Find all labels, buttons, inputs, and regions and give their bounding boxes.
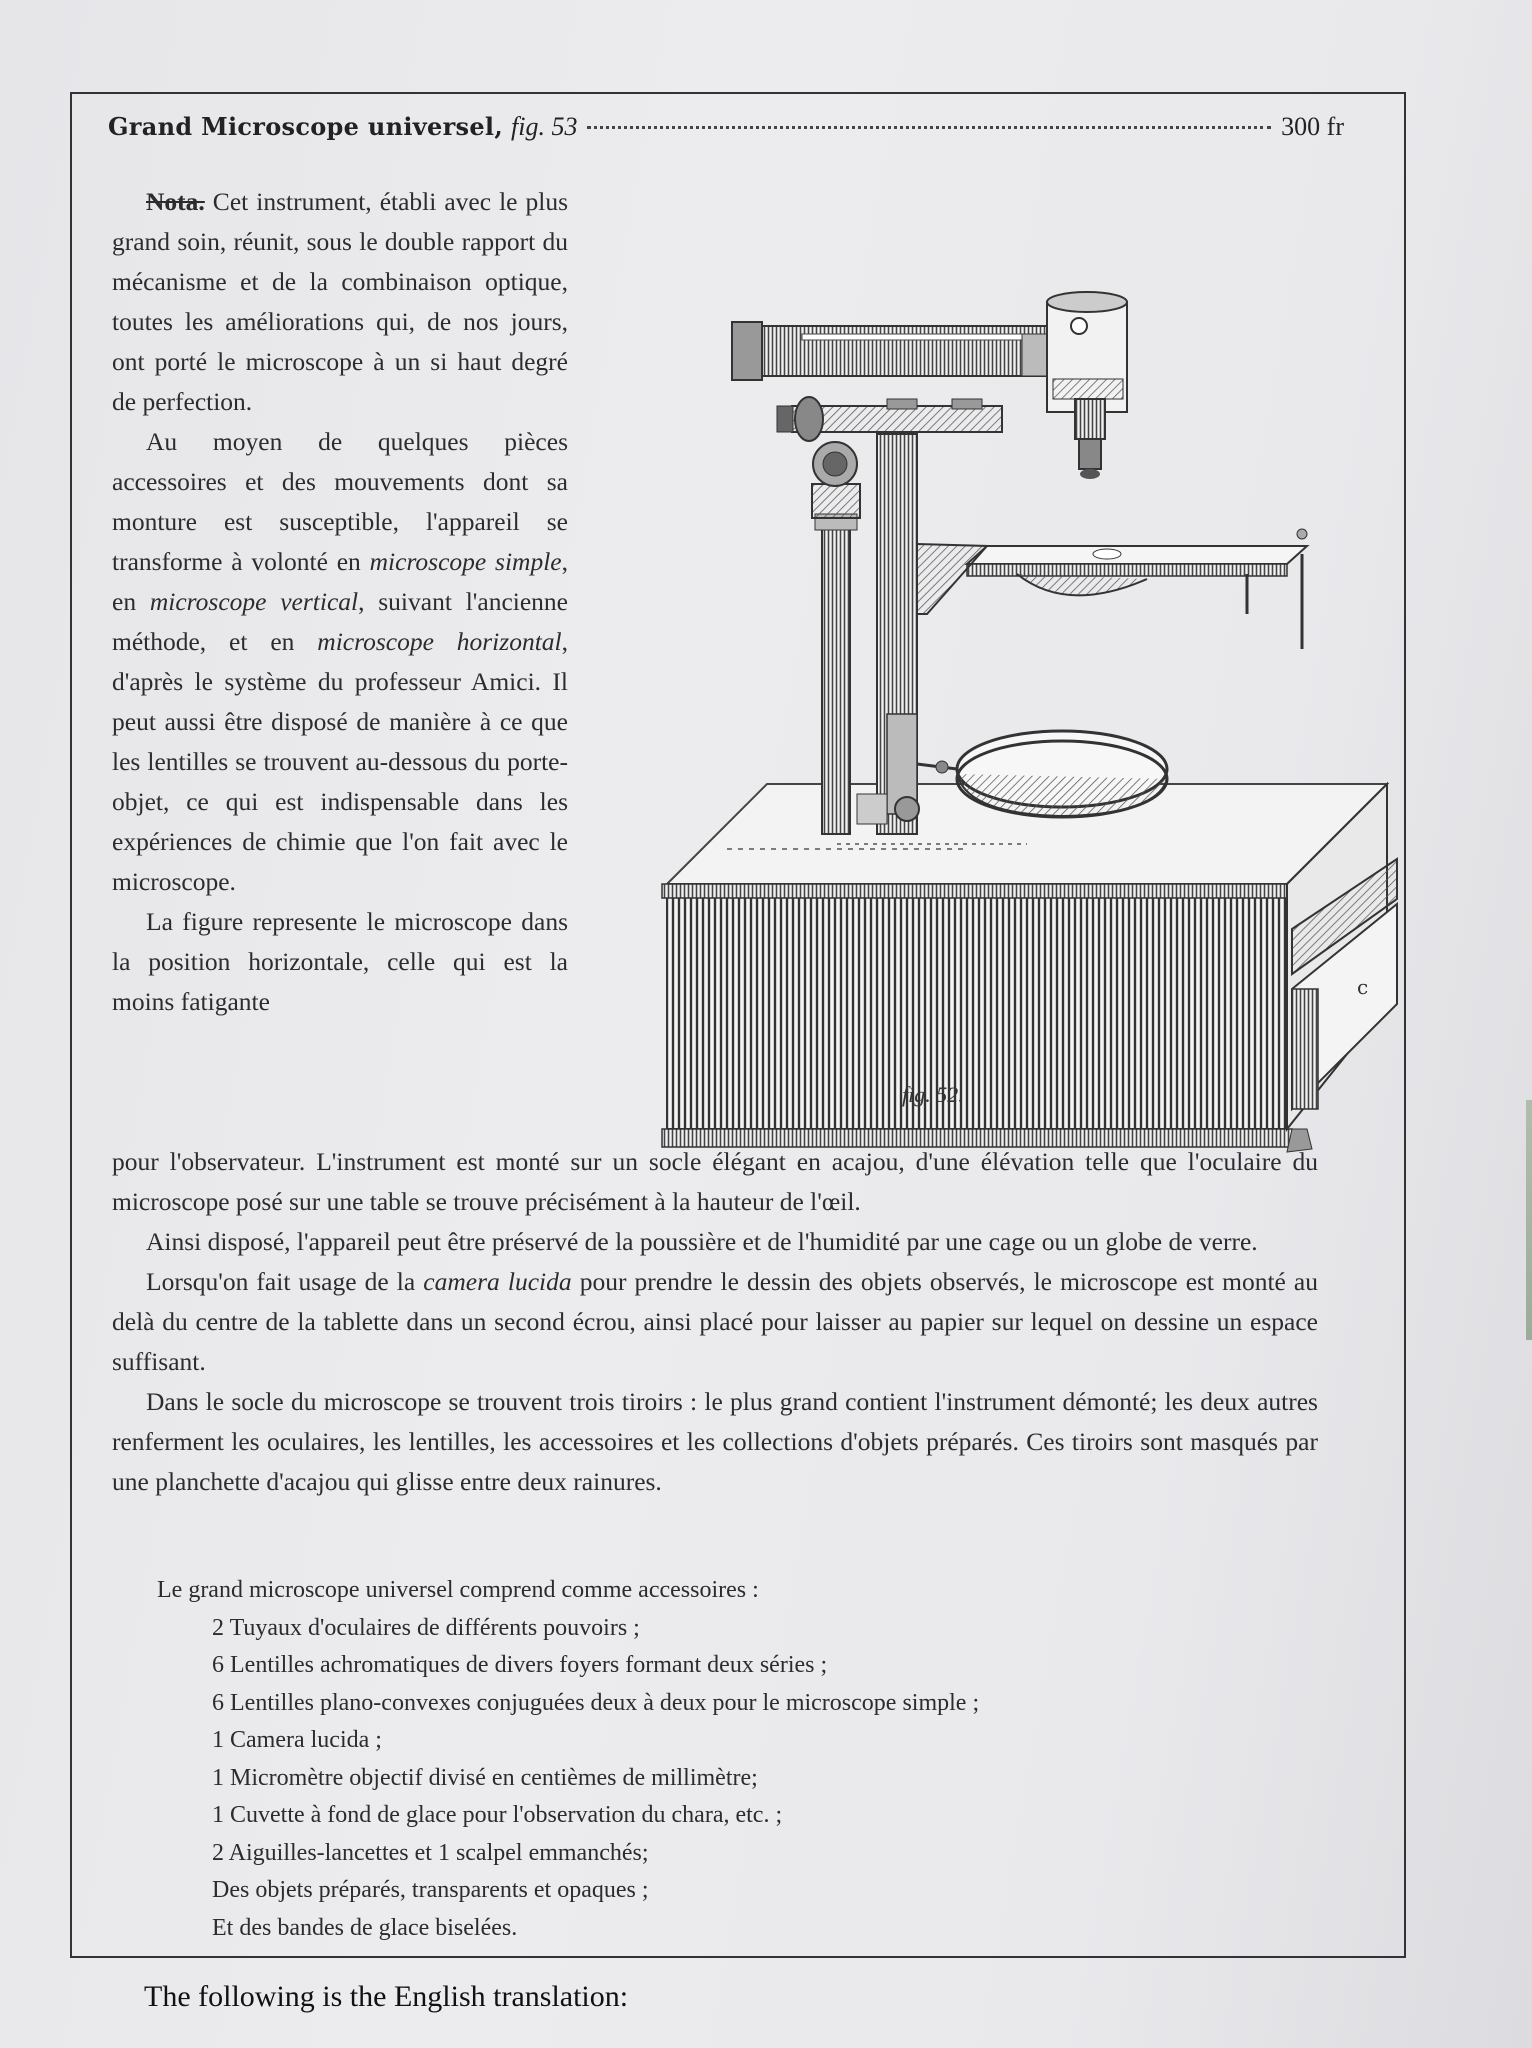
microscope-illustration <box>587 194 1369 1184</box>
paragraph-4: Ainsi disposé, l'appareil peut être préservé de la poussière et de l'humidité par une cage ou un globe de verre. <box>146 1227 1258 1256</box>
list-item: 2 Aiguilles-lancettes et 1 scalpel emmanchés; <box>212 1839 649 1866</box>
left-text-column <box>112 182 568 1022</box>
entry-fig-ref: fig. 53 <box>511 112 578 141</box>
list-item: 1 Camera lucida ; <box>212 1727 382 1753</box>
list-item: 6 Lentilles achromatiques de divers foyers formant deux séries ; <box>212 1652 828 1678</box>
paragraph-5: Lorsqu'on fait usage de la camera lucida pour prendre le dessin des objets observés, le microscope est monté au delà du centre de la tablette dans un second écrou, ainsi placé pour laisser au papier sur lequel on dessine un espace suffisant. <box>112 1267 1319 1376</box>
list-item: 6 Lentilles plano-convexes conjuguées deux à deux pour le microscope simple ; <box>212 1689 980 1716</box>
list-item: Des objets préparés, transparents et opaques ; <box>212 1877 649 1903</box>
paragraph-2: Au moyen de quelques pièces accessoires et des mouvements dont sa monture est susceptible, l'appareil se transforme à volonté en microscope simple, en microscope vertical, suivant l'ancienne méthode, et en microscope horizontal, d'après le système du professeur Amici. Il peut aussi être disposé de manière à ce que les lentilles se trouvent au-dessous du porte-objet, ce qui est indispensable dans les expériences de chimie que l'on fait avec le microscope. <box>112 427 569 896</box>
svg-text:c: c <box>1357 975 1369 999</box>
full-width-text <box>112 1142 1318 1502</box>
translation-note: The following is the English translation: <box>144 1980 629 2013</box>
figure-caption: fig. 52. <box>902 1082 964 1107</box>
entry-title: Grand Microscope universel, <box>108 112 503 141</box>
paragraph-6: Dans le socle du microscope se trouvent trois tiroirs : le plus grand contient l'instrument démonté; les deux autres renferment les oculaires, les lentilles, les accessoires et les collections d'objets préparés. Ces tiroirs sont masqués par une planchette d'acajou qui glisse entre deux rainures. <box>112 1387 1318 1496</box>
paragraph-3: La figure represente le microscope dans la position horizontale, celle qui est la moins fatigante <box>112 907 568 1016</box>
page-frame <box>70 92 1406 1958</box>
accessories-list <box>112 1572 1312 1947</box>
page-edge-shadow <box>1526 1100 1532 1340</box>
list-item: 1 Cuvette à fond de glace pour l'observation du chara, etc. ; <box>212 1802 783 1828</box>
nota-label: Nota. <box>146 187 205 216</box>
list-item: 2 Tuyaux d'oculaires de différents pouvoirs ; <box>212 1614 640 1641</box>
list-item: 1 Micromètre objectif divisé en centièmes de millimètre; <box>212 1764 758 1791</box>
paragraph-1: Nota. Cet instrument, établi avec le plus grand soin, réunit, sous le double rapport du mécanisme et de la combinaison optique, toutes les améliorations qui, de nos jours, ont porté le microscope à un si haut degré de perfection. <box>112 187 568 416</box>
accessories-intro: Le grand microscope universel comprend comme accessoires : <box>157 1577 759 1603</box>
entry-price: 300 fr <box>1281 112 1344 141</box>
list-item: Et des bandes de glace biselées. <box>212 1914 518 1941</box>
paragraph-3-continued: pour l'observateur. L'instrument est monté sur un socle élégant en acajou, d'une élévation telle que l'oculaire du microscope posé sur une table se trouve précisément à la hauteur de l'œil. <box>112 1147 1318 1216</box>
catalog-entry-header <box>108 112 1344 152</box>
dot-leader <box>587 126 1271 129</box>
